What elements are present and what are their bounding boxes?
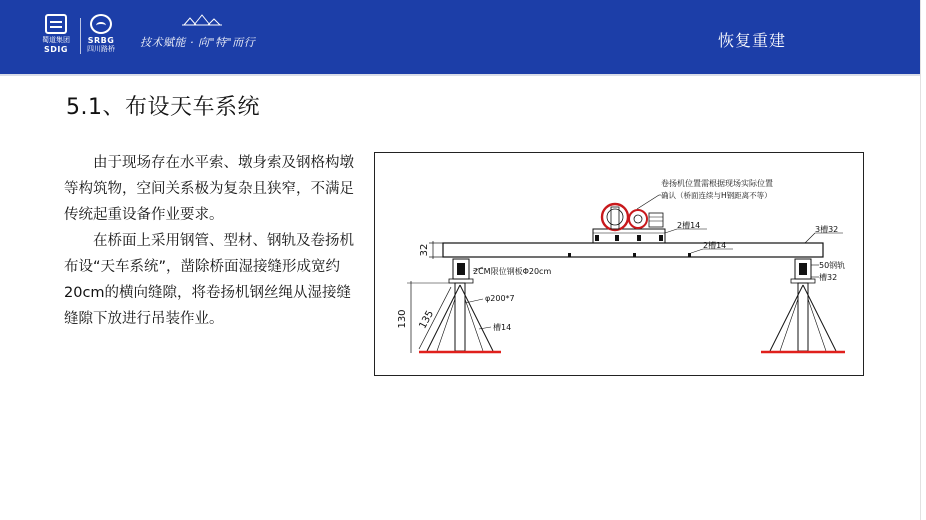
- label-pipe: φ200*7: [485, 294, 515, 303]
- paragraph-1: 由于现场存在水平索、墩身索及钢格构墩等构筑物，空间关系极为复杂且狭窄，不满足传统起重设备作业要求。: [64, 155, 354, 223]
- logo-divider: [80, 18, 81, 54]
- label-plate: 2CM限位钢板Φ20cm: [473, 267, 552, 276]
- right-bearing: [791, 259, 815, 283]
- label-rail: 50钢轨: [819, 261, 846, 270]
- note-line-2: 确认（桥面连续与H钢距离不等）: [661, 191, 772, 200]
- sdig-logo: [36, 14, 76, 58]
- srbg-logo-en: SRBG: [87, 36, 115, 45]
- dim-130-label: 130: [397, 309, 408, 329]
- label-c14-brace: 槽14: [493, 323, 512, 332]
- slogan-block: [140, 12, 268, 52]
- right-gutter: [920, 0, 926, 520]
- winch-assembly: [593, 204, 665, 243]
- label-3c32: 3槽32: [815, 225, 839, 234]
- sdig-logo-cn: 蜀道集团: [42, 36, 70, 44]
- srbg-logo-cn: 四川路桥: [87, 45, 115, 53]
- sdig-logo-en: SDIG: [44, 45, 68, 54]
- note-line-1: 卷扬机位置需根据现场实际位置: [661, 179, 773, 188]
- gantry-crane-diagram: [374, 152, 864, 376]
- label-2c14-mid: 2槽14: [703, 241, 727, 250]
- label-c32: 槽32: [819, 273, 838, 282]
- dim-32-label: 32: [419, 243, 430, 257]
- left-bearing: [449, 259, 473, 283]
- dim-135-label: 135: [417, 308, 437, 331]
- houses-icon: [182, 12, 222, 26]
- diagram-svg: [375, 153, 865, 377]
- section-title: 恢复重建: [718, 31, 787, 50]
- srbg-logo: [84, 14, 118, 58]
- label-2c14-top: 2槽14: [677, 221, 701, 230]
- body-text: [64, 150, 354, 332]
- srbg-logo-icon: [90, 14, 112, 34]
- page-title: 5.1、布设天车系统: [66, 95, 260, 120]
- header-divider: [0, 74, 920, 76]
- slogan-text: 技术赋能 · 向"特"而行: [140, 36, 256, 49]
- sdig-logo-icon: [45, 14, 67, 34]
- header-bar: [0, 0, 920, 76]
- paragraph-2: 在桥面上采用钢管、型材、钢轨及卷扬机布设“天车系统”，凿除桥面湿接缝形成宽约20cm的横向缝隙，将卷扬机钢丝绳从湿接缝缝隙下放进行吊装作业。: [64, 233, 354, 327]
- right-support-tower: [761, 283, 845, 352]
